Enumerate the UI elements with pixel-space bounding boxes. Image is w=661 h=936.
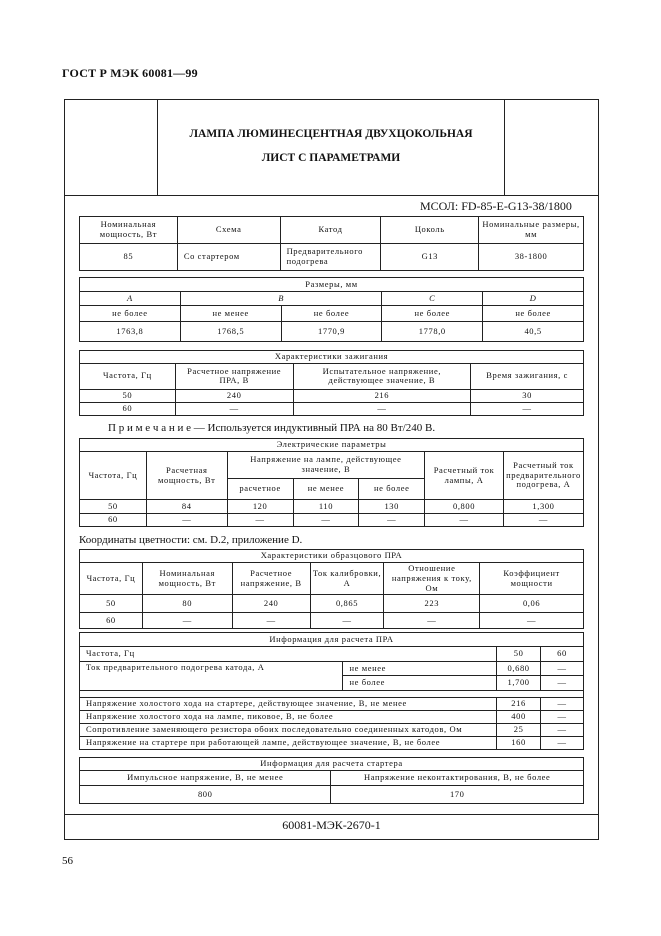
cell: 1770,9 <box>281 322 382 342</box>
cell: 0,680 <box>497 662 541 676</box>
cell: Со стартером <box>177 244 280 271</box>
cell: 216 <box>497 698 541 711</box>
cell: не более <box>382 306 483 322</box>
cell: — <box>480 613 584 629</box>
ballast-design-table <box>79 632 584 750</box>
cell: B <box>180 292 382 306</box>
cell: не более <box>359 479 425 500</box>
reference-ballast-table <box>79 549 584 629</box>
cell: G13 <box>381 244 479 271</box>
cell: — <box>359 514 425 527</box>
cell: не более <box>281 306 382 322</box>
cell: 0,865 <box>310 595 384 613</box>
cell: — <box>503 514 583 527</box>
cell: 170 <box>331 786 584 804</box>
cell: Расчетное напряжение, В <box>232 563 310 595</box>
table-title: Характеристики образцового ПРА <box>80 550 584 563</box>
cell: 84 <box>146 500 227 514</box>
cell: — <box>142 613 232 629</box>
cell: 80 <box>142 595 232 613</box>
cell: 800 <box>80 786 331 804</box>
cell: — <box>232 613 310 629</box>
cell: D <box>483 292 584 306</box>
cell: — <box>310 613 384 629</box>
dimensions-table <box>79 277 584 342</box>
cell: не более <box>80 306 181 322</box>
ignition-table <box>79 350 584 416</box>
cell: Цоколь <box>381 217 479 244</box>
cell: — <box>541 737 584 750</box>
cell: Частота, Гц <box>80 452 147 500</box>
cell: Отношение напряжения к току, Ом <box>384 563 480 595</box>
cell: 240 <box>175 389 293 402</box>
cell: Расчетный ток лампы, А <box>425 452 504 500</box>
cell: — <box>541 698 584 711</box>
chromaticity-note: Координаты цветности: см. D.2, приложение D. <box>79 534 303 546</box>
cell: 110 <box>293 500 359 514</box>
cell: Номинальная мощность, Вт <box>80 217 178 244</box>
cell: 216 <box>293 389 471 402</box>
cell: C <box>382 292 483 306</box>
cell: — <box>175 402 293 415</box>
cell: Частота, Гц <box>80 647 497 662</box>
title-box <box>64 99 599 196</box>
spacer <box>80 691 584 698</box>
footer-line <box>64 814 599 815</box>
cell: Ток калибровки, А <box>310 563 384 595</box>
cell: — <box>541 711 584 724</box>
cell: Ток предварительного подогрева катода, А <box>80 662 343 691</box>
title-divider-left <box>157 99 158 196</box>
sheet-subtitle: ЛИСТ С ПАРАМЕТРАМИ <box>261 152 401 164</box>
cell: 160 <box>497 737 541 750</box>
page-number: 56 <box>62 855 73 867</box>
cell: 50 <box>80 500 147 514</box>
cell: не более <box>343 676 497 691</box>
cell: Время зажигания, с <box>471 363 584 389</box>
cell: 50 <box>80 389 176 402</box>
cell: — <box>293 514 359 527</box>
cell: Сопротивление заменяющего резистора обоих последовательно соединенных катодов, Ом <box>80 724 497 737</box>
cell: 50 <box>497 647 541 662</box>
table-title: Электрические параметры <box>80 439 584 452</box>
cell: 50 <box>80 595 143 613</box>
sheet-title: ЛАМПА ЛЮМИНЕСЦЕНТНАЯ ДВУХЦОКОЛЬНАЯ <box>189 128 473 140</box>
cell: 1,300 <box>503 500 583 514</box>
lamp-summary-table <box>79 216 584 271</box>
cell: 0,800 <box>425 500 504 514</box>
title-bottom-line <box>64 195 599 196</box>
cell: Номинальные размеры, мм <box>479 217 584 244</box>
cell: 240 <box>232 595 310 613</box>
cell: Напряжение неконтактирования, В, не более <box>331 771 584 786</box>
cell: — <box>146 514 227 527</box>
cell: Расчетный ток предварительного подогрева, А <box>503 452 583 500</box>
cell: — <box>541 676 584 691</box>
cell: 40,5 <box>483 322 584 342</box>
cell: 130 <box>359 500 425 514</box>
cell: Схема <box>177 217 280 244</box>
cell: Частота, Гц <box>80 563 143 595</box>
cell: не менее <box>180 306 281 322</box>
cell: Коэффициент мощности <box>480 563 584 595</box>
cell: — <box>471 402 584 415</box>
cell: 85 <box>80 244 178 271</box>
title-divider-right <box>504 99 505 196</box>
cell: A <box>80 292 181 306</box>
cell: Напряжение холостого хода на лампе, пиковое, В, не более <box>80 711 497 724</box>
doc-header: ГОСТ Р МЭК 60081—99 <box>62 66 198 80</box>
table-title: Характеристики зажигания <box>80 351 584 364</box>
cell: Расчетная мощность, Вт <box>146 452 227 500</box>
cell: Напряжение на стартере при работающей лампе, действующее значение, В, не более <box>80 737 497 750</box>
cell: — <box>227 514 293 527</box>
cell: не менее <box>293 479 359 500</box>
cell: расчетное <box>227 479 293 500</box>
cell: — <box>541 724 584 737</box>
table-title: Информация для расчета ПРА <box>80 633 584 647</box>
table-title: Размеры, мм <box>80 278 584 292</box>
cell: Напряжение на лампе, действующее значение, В <box>227 452 424 479</box>
cell: 30 <box>471 389 584 402</box>
cell: 120 <box>227 500 293 514</box>
cell: Импульсное напряжение, В, не менее <box>80 771 331 786</box>
cell: 60 <box>80 402 176 415</box>
cell: 1,700 <box>497 676 541 691</box>
cell: 1768,5 <box>180 322 281 342</box>
cell: Испытательное напряжение, действующее значение, В <box>293 363 471 389</box>
cell: 38-1800 <box>479 244 584 271</box>
cell: 1778,0 <box>382 322 483 342</box>
cell: 1763,8 <box>80 322 181 342</box>
cell: — <box>384 613 480 629</box>
ballast-note: П р и м е ч а н и е — Используется индуктивный ПРА на 80 Вт/240 В. <box>108 422 436 434</box>
cell: 0,06 <box>480 595 584 613</box>
starter-design-table <box>79 757 584 804</box>
cell: Расчетное напряжение ПРА, В <box>175 363 293 389</box>
cell: Номинальная мощность, Вт <box>142 563 232 595</box>
cell: 60 <box>541 647 584 662</box>
cell: — <box>293 402 471 415</box>
sheet-number: 60081-МЭК-2670-1 <box>282 818 381 832</box>
cell: Катод <box>280 217 381 244</box>
cell: 223 <box>384 595 480 613</box>
cell: Напряжение холостого хода на стартере, действующее значение, В, не менее <box>80 698 497 711</box>
cell: 400 <box>497 711 541 724</box>
cell: не менее <box>343 662 497 676</box>
cell: 60 <box>80 514 147 527</box>
cell: Предварительного подогрева <box>280 244 381 271</box>
electrical-params-table <box>79 438 584 527</box>
table-title: Информация для расчета стартера <box>80 758 584 771</box>
cell: Частота, Гц <box>80 363 176 389</box>
cell: не более <box>483 306 584 322</box>
lamp-code: МСОЛ: FD-85-E-G13-38/1800 <box>420 199 572 213</box>
cell: — <box>425 514 504 527</box>
cell: 25 <box>497 724 541 737</box>
cell: 60 <box>80 613 143 629</box>
cell: — <box>541 662 584 676</box>
